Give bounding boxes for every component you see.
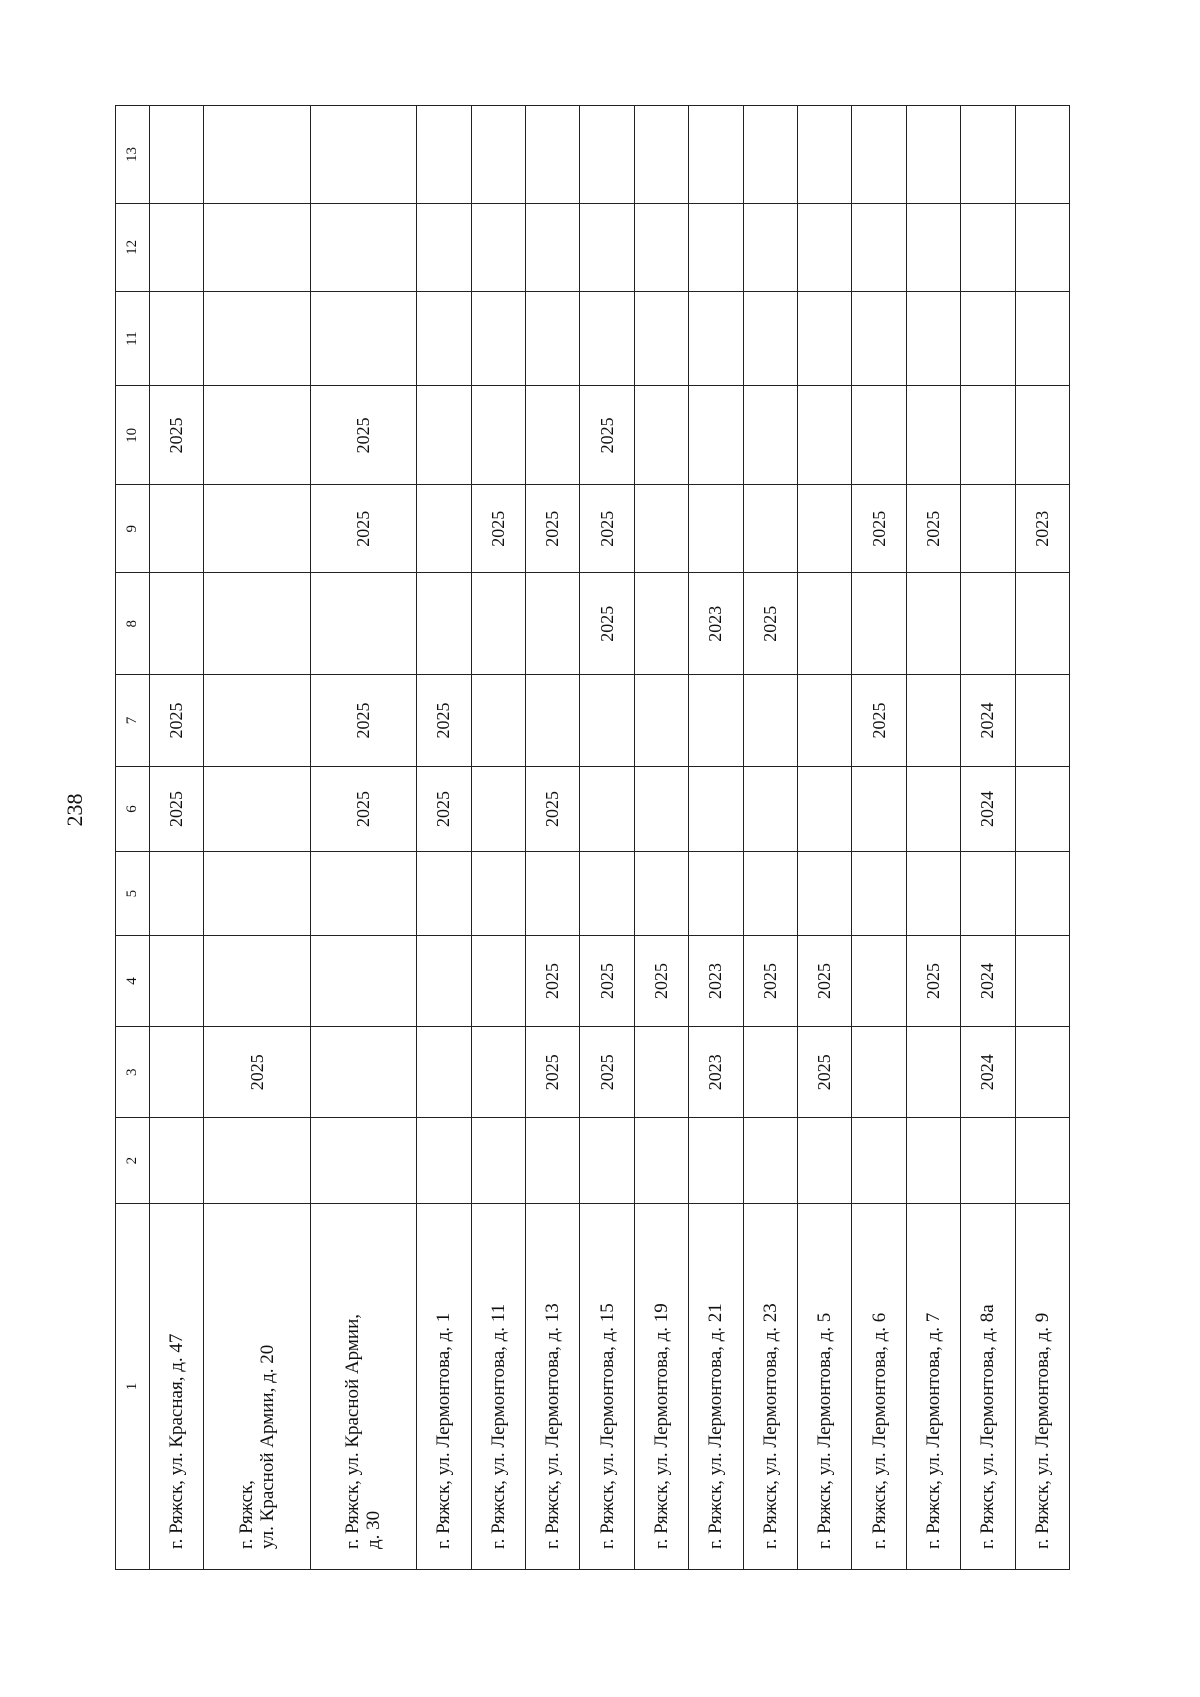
year-cell xyxy=(417,203,471,291)
year-cell xyxy=(580,106,634,204)
table-row xyxy=(417,106,471,1570)
year-cell: 2025 xyxy=(471,485,525,573)
year-cell xyxy=(852,386,906,485)
year-cell xyxy=(961,106,1015,204)
year-cell xyxy=(417,106,471,204)
year-cell xyxy=(471,1118,525,1204)
year-cell xyxy=(1015,766,1069,852)
year-cell xyxy=(204,1118,310,1204)
column-header-6: 6 xyxy=(116,766,150,852)
year-cell xyxy=(743,1027,797,1118)
year-cell: 2025 xyxy=(525,766,579,852)
column-header-7: 7 xyxy=(116,675,150,766)
year-cell xyxy=(417,386,471,485)
address-cell: г. Ряжск, ул. Лермонтова, д. 11 xyxy=(471,1204,525,1570)
table-body xyxy=(150,106,1070,1570)
column-header-13: 13 xyxy=(116,106,150,204)
year-cell xyxy=(417,291,471,386)
year-cell xyxy=(743,485,797,573)
year-cell xyxy=(852,106,906,204)
table-row xyxy=(852,106,906,1570)
year-cell xyxy=(471,1027,525,1118)
table-row xyxy=(204,106,310,1570)
column-header-8: 8 xyxy=(116,573,150,675)
column-header-4: 4 xyxy=(116,935,150,1026)
year-cell xyxy=(634,485,688,573)
year-cell xyxy=(1015,852,1069,936)
year-cell xyxy=(1015,1027,1069,1118)
address-cell: г. Ряжск, ул. Лермонтова, д. 15 xyxy=(580,1204,634,1570)
year-cell xyxy=(634,386,688,485)
year-cell xyxy=(743,1118,797,1204)
year-cell xyxy=(580,766,634,852)
year-cell xyxy=(471,106,525,204)
year-cell xyxy=(525,203,579,291)
page-number: 238 xyxy=(62,793,87,827)
year-cell xyxy=(906,573,960,675)
year-cell xyxy=(743,291,797,386)
year-cell xyxy=(634,675,688,766)
year-cell xyxy=(906,386,960,485)
year-cell xyxy=(310,573,416,675)
year-cell xyxy=(852,291,906,386)
table-row xyxy=(580,106,634,1570)
year-cell xyxy=(689,203,743,291)
year-cell: 2025 xyxy=(150,386,204,485)
address-cell: г. Ряжск, ул. Красной Армии, д. 30 xyxy=(310,1204,416,1570)
rotated-table-container xyxy=(115,105,1070,1570)
year-cell: 2025 xyxy=(906,485,960,573)
year-cell xyxy=(852,852,906,936)
column-header-9: 9 xyxy=(116,485,150,573)
year-cell xyxy=(417,573,471,675)
address-cell: г. Ряжск, ул. Лермонтова, д. 7 xyxy=(906,1204,960,1570)
year-cell: 2025 xyxy=(310,675,416,766)
year-cell xyxy=(689,106,743,204)
year-cell xyxy=(417,935,471,1026)
year-cell xyxy=(471,935,525,1026)
year-cell: 2024 xyxy=(961,935,1015,1026)
year-cell xyxy=(525,1118,579,1204)
year-cell xyxy=(743,766,797,852)
column-header-3: 3 xyxy=(116,1027,150,1118)
year-cell: 2025 xyxy=(906,935,960,1026)
year-cell xyxy=(961,386,1015,485)
year-cell xyxy=(961,291,1015,386)
year-cell xyxy=(852,1118,906,1204)
year-cell xyxy=(471,386,525,485)
year-cell xyxy=(797,485,851,573)
year-cell xyxy=(525,852,579,936)
address-cell: г. Ряжск, ул. Красной Армии, д. 20 xyxy=(204,1204,310,1570)
table-row xyxy=(689,106,743,1570)
year-cell xyxy=(204,852,310,936)
year-cell xyxy=(471,766,525,852)
year-cell xyxy=(961,485,1015,573)
address-cell: г. Ряжск, ул. Лермонтова, д. 13 xyxy=(525,1204,579,1570)
year-cell xyxy=(525,675,579,766)
year-cell xyxy=(204,935,310,1026)
year-cell xyxy=(204,766,310,852)
column-header-11: 11 xyxy=(116,291,150,386)
year-cell xyxy=(634,573,688,675)
table-row xyxy=(906,106,960,1570)
year-cell xyxy=(580,291,634,386)
table-row xyxy=(150,106,204,1570)
year-cell xyxy=(689,1118,743,1204)
year-cell: 2025 xyxy=(797,935,851,1026)
year-cell xyxy=(204,203,310,291)
year-cell xyxy=(150,573,204,675)
table-row xyxy=(961,106,1015,1570)
year-cell xyxy=(1015,203,1069,291)
year-cell: 2024 xyxy=(961,1027,1015,1118)
address-cell: г. Ряжск, ул. Лермонтова, д. 23 xyxy=(743,1204,797,1570)
column-header-10: 10 xyxy=(116,386,150,485)
year-cell: 2025 xyxy=(150,675,204,766)
year-cell xyxy=(417,1118,471,1204)
table-row xyxy=(634,106,688,1570)
year-cell xyxy=(689,485,743,573)
year-cell xyxy=(797,203,851,291)
table-row xyxy=(743,106,797,1570)
year-cell xyxy=(906,852,960,936)
address-cell: г. Ряжск, ул. Красная, д. 47 xyxy=(150,1204,204,1570)
address-cell: г. Ряжск, ул. Лермонтова, д. 8а xyxy=(961,1204,1015,1570)
year-cell xyxy=(961,1118,1015,1204)
year-cell xyxy=(743,203,797,291)
year-cell xyxy=(150,1118,204,1204)
header-row xyxy=(116,106,150,1570)
year-cell: 2023 xyxy=(689,1027,743,1118)
year-cell xyxy=(797,386,851,485)
year-cell xyxy=(797,573,851,675)
year-cell xyxy=(743,386,797,485)
year-cell xyxy=(580,675,634,766)
year-cell xyxy=(1015,106,1069,204)
address-cell: г. Ряжск, ул. Лермонтова, д. 1 xyxy=(417,1204,471,1570)
year-cell xyxy=(471,203,525,291)
year-cell xyxy=(689,386,743,485)
year-cell: 2025 xyxy=(580,386,634,485)
year-cell xyxy=(852,573,906,675)
year-cell xyxy=(634,291,688,386)
address-cell: г. Ряжск, ул. Лермонтова, д. 19 xyxy=(634,1204,688,1570)
year-cell: 2025 xyxy=(310,386,416,485)
year-cell xyxy=(906,675,960,766)
column-header-5: 5 xyxy=(116,852,150,936)
year-cell: 2025 xyxy=(852,675,906,766)
year-cell: 2023 xyxy=(689,573,743,675)
year-cell: 2025 xyxy=(743,573,797,675)
year-cell xyxy=(634,203,688,291)
year-cell xyxy=(150,106,204,204)
year-cell: 2025 xyxy=(525,1027,579,1118)
year-cell xyxy=(1015,386,1069,485)
year-cell: 2025 xyxy=(525,485,579,573)
year-cell: 2025 xyxy=(417,675,471,766)
year-cell xyxy=(310,1118,416,1204)
year-cell xyxy=(204,386,310,485)
year-cell xyxy=(1015,935,1069,1026)
column-header-2: 2 xyxy=(116,1118,150,1204)
year-cell xyxy=(797,106,851,204)
year-cell xyxy=(150,852,204,936)
year-cell xyxy=(310,106,416,204)
address-cell: г. Ряжск, ул. Лермонтова, д. 9 xyxy=(1015,1204,1069,1570)
address-cell: г. Ряжск, ул. Лермонтова, д. 5 xyxy=(797,1204,851,1570)
year-cell xyxy=(634,766,688,852)
year-cell: 2025 xyxy=(580,485,634,573)
year-cell xyxy=(634,1118,688,1204)
year-cell xyxy=(204,485,310,573)
year-cell xyxy=(525,573,579,675)
year-cell xyxy=(204,675,310,766)
year-cell: 2025 xyxy=(204,1027,310,1118)
year-cell xyxy=(310,1027,416,1118)
year-cell: 2024 xyxy=(961,675,1015,766)
year-cell xyxy=(797,852,851,936)
year-cell xyxy=(689,852,743,936)
year-cell xyxy=(150,935,204,1026)
year-cell xyxy=(471,675,525,766)
column-header-1: 1 xyxy=(116,1204,150,1570)
year-cell xyxy=(310,852,416,936)
year-cell xyxy=(525,386,579,485)
year-cell: 2025 xyxy=(417,766,471,852)
year-cell xyxy=(204,291,310,386)
year-cell xyxy=(797,291,851,386)
year-cell xyxy=(1015,291,1069,386)
year-cell xyxy=(797,1118,851,1204)
year-cell xyxy=(961,852,1015,936)
year-cell xyxy=(417,852,471,936)
year-cell xyxy=(150,203,204,291)
year-cell: 2025 xyxy=(743,935,797,1026)
year-cell xyxy=(204,106,310,204)
year-cell xyxy=(634,852,688,936)
year-cell xyxy=(906,106,960,204)
year-cell xyxy=(471,291,525,386)
year-cell xyxy=(689,766,743,852)
year-cell xyxy=(1015,675,1069,766)
year-cell xyxy=(852,203,906,291)
table-row xyxy=(797,106,851,1570)
year-cell: 2024 xyxy=(961,766,1015,852)
year-cell xyxy=(743,106,797,204)
year-cell xyxy=(417,1027,471,1118)
year-cell xyxy=(743,852,797,936)
year-cell xyxy=(310,935,416,1026)
year-cell xyxy=(961,203,1015,291)
table-row xyxy=(471,106,525,1570)
year-cell xyxy=(906,766,960,852)
address-cell: г. Ряжск, ул. Лермонтова, д. 21 xyxy=(689,1204,743,1570)
year-cell: 2025 xyxy=(634,935,688,1026)
year-cell xyxy=(906,1027,960,1118)
year-cell xyxy=(150,291,204,386)
column-header-12: 12 xyxy=(116,203,150,291)
year-cell: 2025 xyxy=(150,766,204,852)
year-cell: 2023 xyxy=(1015,485,1069,573)
year-cell xyxy=(150,485,204,573)
year-cell xyxy=(204,573,310,675)
year-cell xyxy=(525,291,579,386)
year-cell xyxy=(417,485,471,573)
table-row xyxy=(310,106,416,1570)
year-cell xyxy=(580,203,634,291)
year-cell xyxy=(906,1118,960,1204)
year-cell xyxy=(1015,573,1069,675)
year-cell xyxy=(1015,1118,1069,1204)
year-cell: 2025 xyxy=(852,485,906,573)
year-cell: 2025 xyxy=(797,1027,851,1118)
year-cell xyxy=(906,203,960,291)
year-cell xyxy=(689,675,743,766)
year-cell xyxy=(634,1027,688,1118)
year-cell xyxy=(852,766,906,852)
address-cell: г. Ряжск, ул. Лермонтова, д. 6 xyxy=(852,1204,906,1570)
table-row xyxy=(1015,106,1069,1570)
year-cell xyxy=(906,291,960,386)
year-cell xyxy=(797,675,851,766)
year-cell: 2025 xyxy=(310,766,416,852)
year-cell: 2025 xyxy=(310,485,416,573)
year-cell xyxy=(797,766,851,852)
year-cell: 2025 xyxy=(525,935,579,1026)
year-cell xyxy=(525,106,579,204)
table-row xyxy=(525,106,579,1570)
year-cell xyxy=(580,852,634,936)
year-cell xyxy=(471,573,525,675)
year-cell: 2025 xyxy=(580,935,634,1026)
year-cell xyxy=(310,203,416,291)
year-cell xyxy=(689,291,743,386)
year-cell xyxy=(634,106,688,204)
year-cell: 2025 xyxy=(580,573,634,675)
year-cell xyxy=(471,852,525,936)
year-cell: 2025 xyxy=(580,1027,634,1118)
repair-schedule-table xyxy=(115,105,1070,1570)
year-cell xyxy=(852,1027,906,1118)
year-cell xyxy=(580,1118,634,1204)
year-cell xyxy=(150,1027,204,1118)
year-cell: 2023 xyxy=(689,935,743,1026)
year-cell xyxy=(310,291,416,386)
year-cell xyxy=(852,935,906,1026)
year-cell xyxy=(961,573,1015,675)
year-cell xyxy=(743,675,797,766)
